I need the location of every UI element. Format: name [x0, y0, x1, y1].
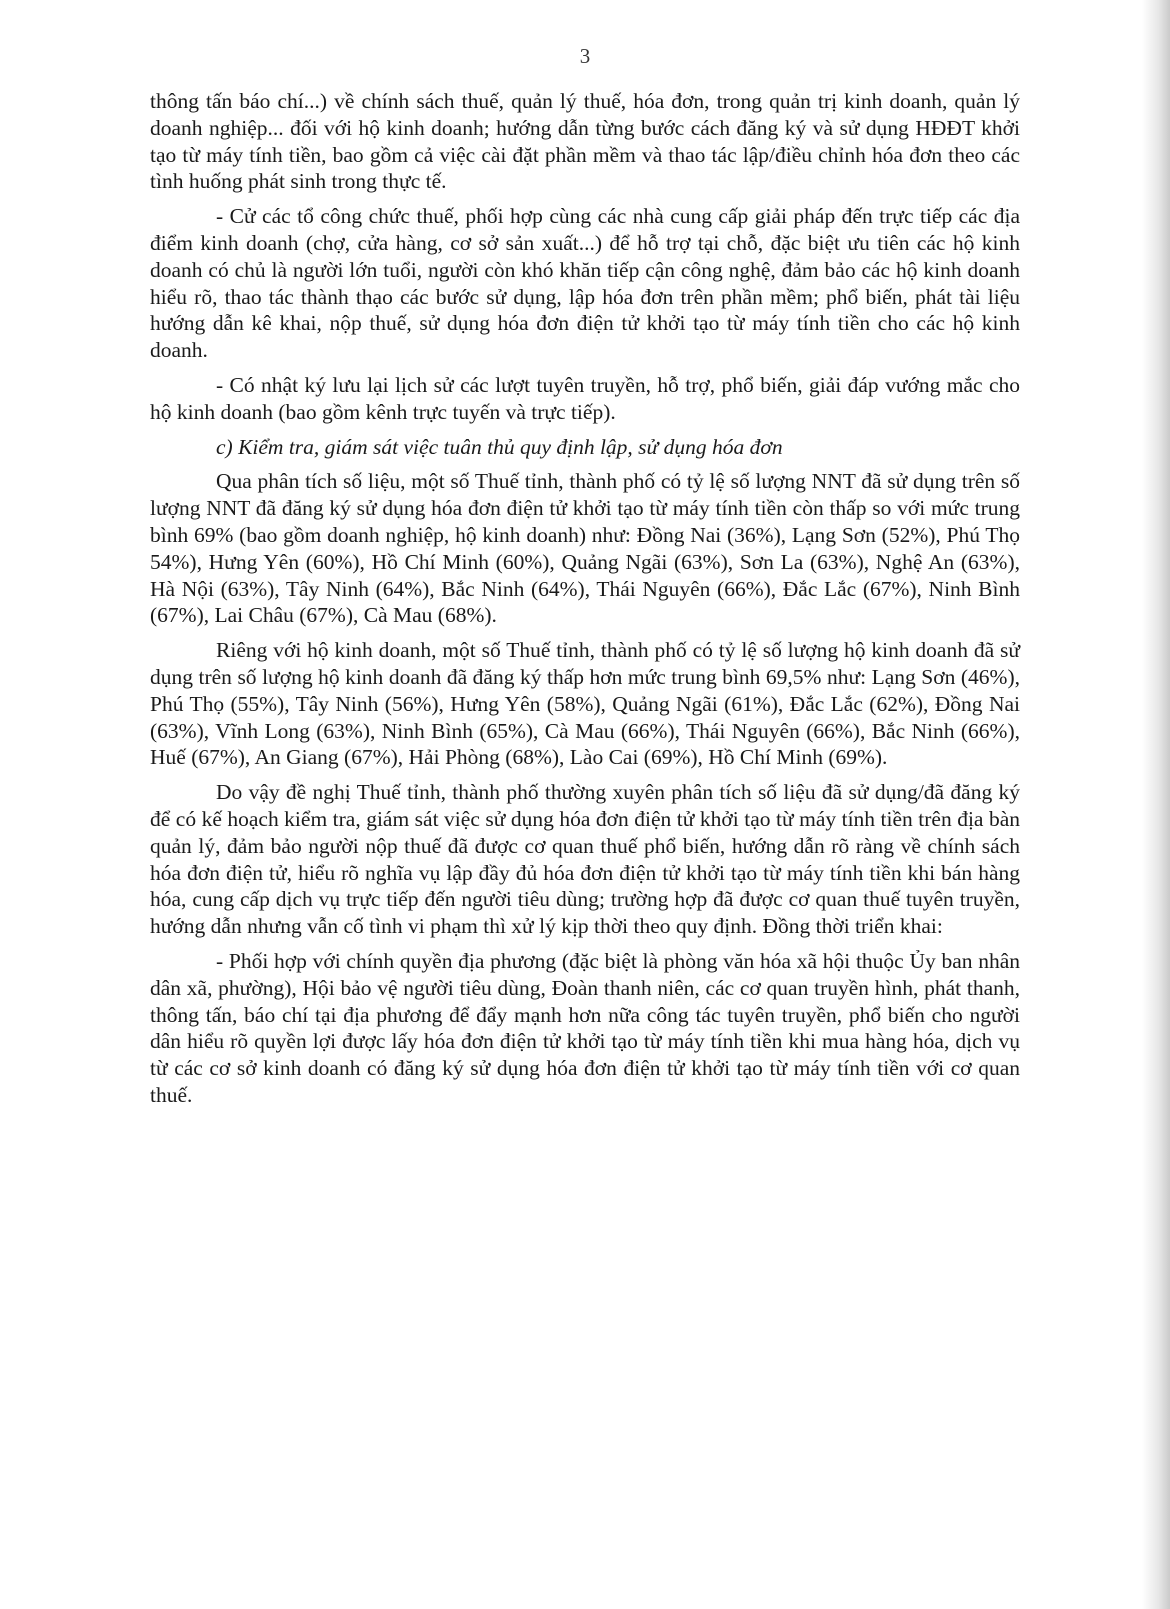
- section-heading-inspection: c) Kiểm tra, giám sát việc tuân thủ quy định lập, sử dụng hóa đơn: [216, 434, 783, 459]
- page-edge-shadow: [1142, 0, 1170, 1609]
- paragraph-dispatch-officers: - Cử các tổ công chức thuế, phối hợp cùng các nhà cung cấp giải pháp đến trực tiếp các địa điểm kinh doanh (chợ, cửa hàng, cơ sở sản xuất...) để hỗ trợ tại chỗ, đặc biệt ưu tiên các hộ kinh doanh có chủ là người lớn tuổi, người còn khó khăn tiếp cận công nghệ, đảm bảo các hộ kinh doanh hiểu rõ, thao tác thành thạo các bước sử dụng, lập hóa đơn trên phần mềm; phổ biến, phát tài liệu hướng dẫn kê khai, nộp thuế, sử dụng hóa đơn điện tử khởi tạo từ máy tính tiền cho các hộ kinh doanh.: [150, 204, 1020, 363]
- paragraph-recommendation: Do vậy đề nghị Thuế tỉnh, thành phố thường xuyên phân tích số liệu đã sử dụng/đã đăng ký để có kế hoạch kiểm tra, giám sát việc sử dụng hóa đơn điện tử khởi tạo từ máy tính tiền trên địa bàn quản lý, đảm bảo người nộp thuế đã được cơ quan thuế phổ biến, hướng dẫn rõ ràng về chính sách hóa đơn điện tử, hiểu rõ nghĩa vụ lập đầy đủ hóa đơn điện tử khởi tạo từ máy tính tiền khi bán hàng hóa, cung cấp dịch vụ trực tiếp đến người tiêu dùng; trường hợp đã được cơ quan thuế tuyên truyền, hướng dẫn nhưng vẫn cố tình vi phạm thì xử lý kịp thời theo quy định. Đồng thời triển khai:: [150, 780, 1020, 939]
- paragraph-household-rates: Riêng với hộ kinh doanh, một số Thuế tỉnh, thành phố có tỷ lệ số lượng hộ kinh doanh đã sử dụng trên số lượng hộ kinh doanh đã đăng ký thấp hơn mức trung bình 69,5% như: Lạng Sơn (46%), Phú Thọ (55%), Tây Ninh (56%), Hưng Yên (58%), Quảng Ngãi (61%), Đắc Lắc (62%), Đồng Nai (63%), Vĩnh Long (63%), Ninh Bình (65%), Cà Mau (66%), Thái Nguyên (66%), Bắc Ninh (66%), Huế (67%), An Giang (67%), Hải Phòng (68%), Lào Cai (69%), Hồ Chí Minh (69%).: [150, 638, 1020, 770]
- paragraph-taxpayer-rates: Qua phân tích số liệu, một số Thuế tỉnh, thành phố có tỷ lệ số lượng NNT đã sử dụng trên số lượng NNT đã đăng ký sử dụng hóa đơn điện tử khởi tạo từ máy tính tiền còn thấp so với mức trung bình 69% (bao gồm doanh nghiệp, hộ kinh doanh) như: Đồng Nai (36%), Lạng Sơn (52%), Phú Thọ 54%), Hưng Yên (60%), Hồ Chí Minh (60%), Quảng Ngãi (63%), Sơn La (63%), Nghệ An (63%), Hà Nội (63%), Tây Ninh (64%), Bắc Ninh (64%), Thái Nguyên (66%), Đắc Lắc (67%), Ninh Bình (67%), Lai Châu (67%), Cà Mau (68%).: [150, 469, 1020, 628]
- paragraph-continuation: thông tấn báo chí...) về chính sách thuế, quản lý thuế, hóa đơn, trong quản trị kinh doanh, quản lý doanh nghiệp... đối với hộ kinh doanh; hướng dẫn từng bước cách đăng ký và sử dụng HĐĐT khởi tạo từ máy tính tiền, bao gồm cả việc cài đặt phần mềm và thao tác lập/điều chỉnh hóa đơn theo các tình huống phát sinh trong thực tế.: [150, 89, 1020, 194]
- paragraph-activity-log: - Có nhật ký lưu lại lịch sử các lượt tuyên truyền, hỗ trợ, phổ biến, giải đáp vướng mắc cho hộ kinh doanh (bao gồm kênh trực tuyến và trực tiếp).: [150, 372, 1020, 424]
- document-body: [150, 88, 1020, 1117]
- paragraph-coordination: - Phối hợp với chính quyền địa phương (đặc biệt là phòng văn hóa xã hội thuộc Ủy ban nhân dân xã, phường), Hội bảo vệ người tiêu dùng, Đoàn thanh niên, các cơ quan truyền hình, phát thanh, thông tấn, báo chí tại địa phương để đẩy mạnh hơn nữa công tác tuyên truyền, phổ biến cho người dân hiểu rõ quyền lợi được lấy hóa đơn điện tử khởi tạo từ máy tính tiền khi mua hàng hóa, dịch vụ từ các cơ sở kinh doanh có đăng ký sử dụng hóa đơn điện tử khởi tạo từ máy tính tiền với cơ quan thuế.: [150, 948, 1020, 1107]
- page-number: 3: [579, 44, 591, 68]
